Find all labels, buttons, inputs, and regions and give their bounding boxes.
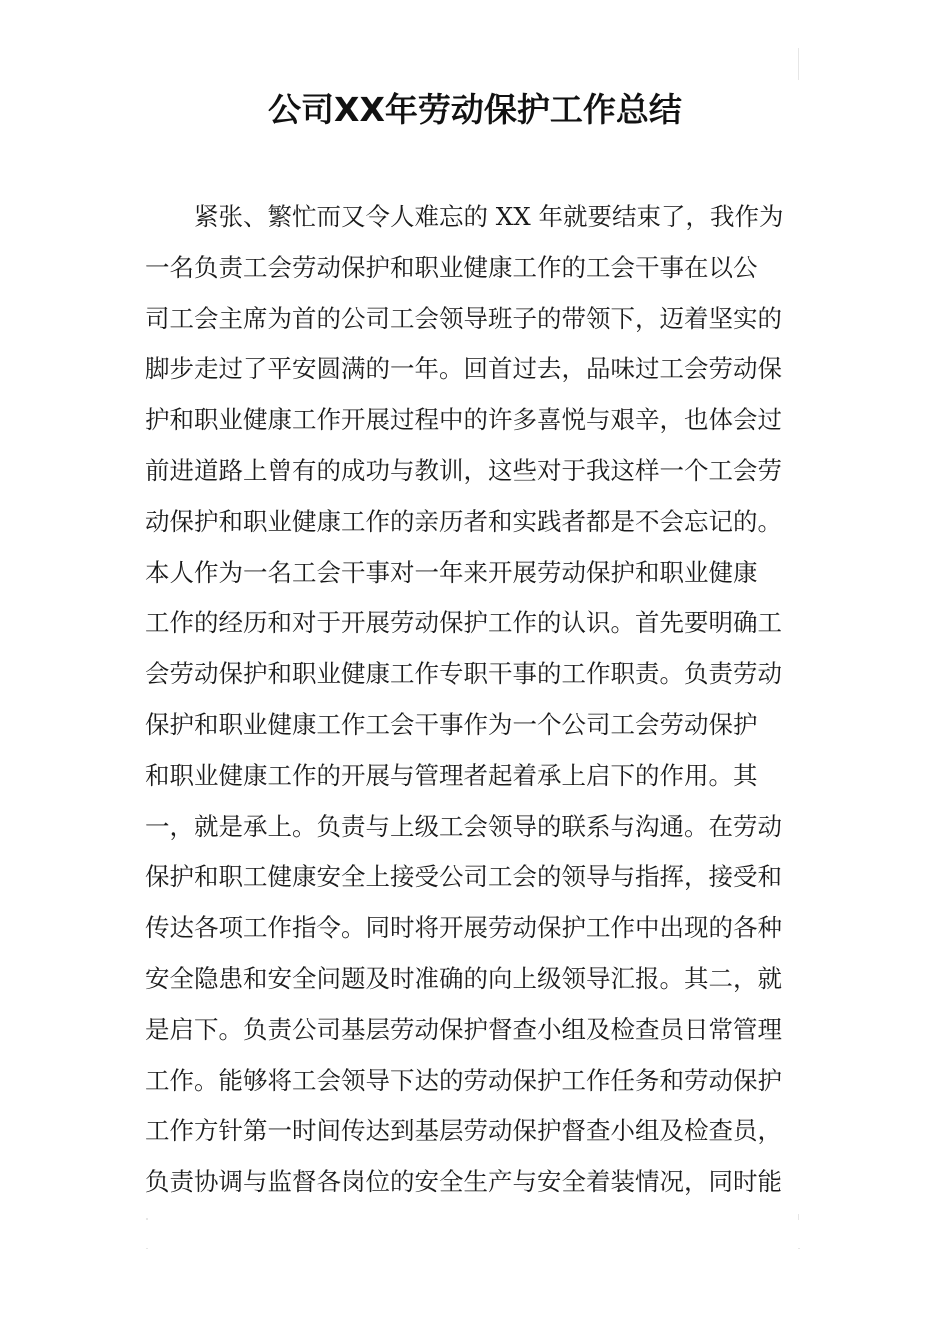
body-line: 工作方针第一时间传达到基层劳动保护督查小组及检查员， [145, 1116, 782, 1146]
body-line: 司工会主席为首的公司工会领导班子的带领下，迈着坚实的 [145, 303, 782, 333]
body-line: 工作。能够将工会领导下达的劳动保护工作任务和劳动保护 [145, 1065, 782, 1095]
body-line: 保护和职业健康工作工会干事作为一个公司工会劳动保护 [145, 709, 758, 739]
body-line: 是启下。负责公司基层劳动保护督查小组及检查员日常管理 [145, 1014, 782, 1044]
scan-mark [798, 1248, 800, 1249]
body-line: 和职业健康工作的开展与管理者起着承上启下的作用。其 [145, 760, 758, 790]
body-line: 传达各项工作指令。同时将开展劳动保护工作中出现的各种 [145, 913, 782, 943]
document-title: 公司XX年劳动保护工作总结 [268, 90, 682, 129]
body-line: 脚步走过了平安圆满的一年。回首过去，品味过工会劳动保 [145, 354, 782, 384]
body-line: 前进道路上曾有的成功与教训，这些对于我这样一个工会劳 [145, 455, 782, 485]
body-line: 一，就是承上。负责与上级工会领导的联系与沟通。在劳动 [145, 811, 782, 841]
body-line: 紧张、繁忙而又令人难忘的 XX 年就要结束了，我作为 [145, 202, 784, 231]
scan-mark [146, 1218, 148, 1220]
scan-mark [146, 1248, 148, 1249]
body-line: 一名负责工会劳动保护和职业健康工作的工会干事在以公 [145, 252, 758, 282]
scan-mark [798, 48, 799, 80]
body-line: 工作的经历和对于开展劳动保护工作的认识。首先要明确工 [145, 608, 782, 638]
document-body [145, 192, 810, 1208]
body-line: 护和职业健康工作开展过程中的许多喜悦与艰辛，也体会过 [145, 405, 782, 435]
body-line: 本人作为一名工会干事对一年来开展劳动保护和职业健康 [145, 557, 758, 587]
body-line: 会劳动保护和职业健康工作专职干事的工作职责。负责劳动 [145, 659, 782, 689]
body-line: 动保护和职业健康工作的亲历者和实践者都是不会忘记的。 [145, 506, 782, 536]
body-line: 负责协调与监督各岗位的安全生产与安全着装情况，同时能 [145, 1167, 782, 1197]
scan-mark [798, 1214, 799, 1220]
body-line: 保护和职工健康安全上接受公司工会的领导与指挥，接受和 [145, 862, 782, 892]
body-line: 安全隐患和安全问题及时准确的向上级领导汇报。其二，就 [145, 963, 782, 993]
